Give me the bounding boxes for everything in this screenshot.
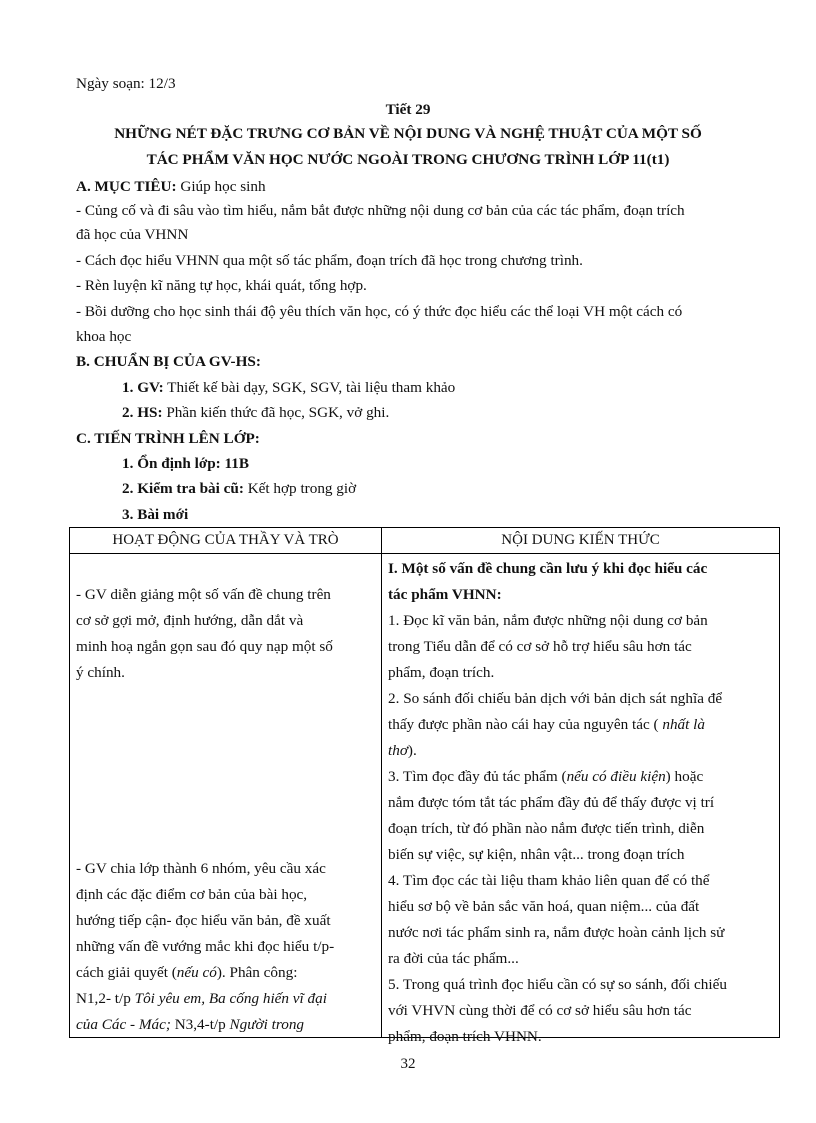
- section-a-heading: A. MỤC TIÊU:: [76, 178, 177, 195]
- cell-line: cơ sở gợi mở, định hướng, dẫn dắt và: [76, 612, 304, 629]
- step-1: 1. Ổn định lớp: 11B: [122, 455, 250, 472]
- content-line: nước nơi tác phẩm sinh ra, nắm được hoàn cảnh lịch sử: [388, 924, 725, 941]
- hs-text: Phần kiến thức đã học, SGK, vở ghi.: [166, 404, 390, 421]
- step-2-row: [122, 479, 356, 499]
- content-line: nắm được tóm tắt tác phẩm đầy đủ để thấy được vị trí: [388, 794, 715, 811]
- section-a-heading-row: [76, 177, 266, 197]
- content-line: [388, 714, 705, 736]
- content-line: biến sự việc, sự kiện, nhân vật... trong đoạn trích: [388, 846, 685, 863]
- cell-line: hướng tiếp cận- đọc hiểu văn bản, đề xuất: [76, 912, 331, 929]
- section-a-heading-rest: Giúp học sinh: [180, 178, 266, 195]
- objective-line: - Rèn luyện kĩ năng tự học, khái quát, tổng hợp.: [76, 277, 367, 294]
- italic-run: Người trong: [229, 1016, 305, 1033]
- header-activities: HOẠT ĐỘNG CỦA THẦY VÀ TRÒ: [112, 532, 339, 548]
- cell-line: minh hoạ ngắn gọn sau đó quy nạp một số: [76, 638, 333, 655]
- content-line: đoạn trích, từ đó phần nào nắm được tiến trình, diễn: [388, 820, 705, 837]
- cell-line: những vấn đề vướng mắc khi đọc hiểu t/p-: [76, 938, 335, 955]
- content-line: [388, 740, 417, 762]
- cell-line: định các đặc điểm cơ bản của bài học,: [76, 886, 308, 903]
- title-line-2: TÁC PHẨM VĂN HỌC NƯỚC NGOÀI TRONG CHƯƠNG TRÌNH LỚP 11(t1): [146, 151, 670, 168]
- content-line: với VHVN cùng thời để có cơ sở hiểu sâu hơn tác: [388, 1002, 692, 1019]
- text-run: ). Phân công:: [216, 964, 298, 981]
- content-line: [388, 766, 703, 788]
- column-divider: [381, 528, 382, 1037]
- content-heading: tác phẩm VHNN:: [388, 586, 502, 603]
- content-line: 4. Tìm đọc các tài liệu tham khảo liên quan để có thể: [388, 872, 710, 889]
- text-run: N1,2- t/p: [76, 990, 135, 1007]
- page-number: 32: [400, 1056, 416, 1072]
- text-run: 3. Tìm đọc đầy đủ tác phẩm (: [388, 768, 567, 785]
- italic-run: của Các - Mác;: [76, 1016, 171, 1033]
- italic-run: nếu có: [176, 964, 217, 981]
- text-run: ).: [407, 742, 417, 759]
- content-line: phẩm, đoạn trích.: [388, 664, 495, 681]
- gv-label: 1. GV:: [122, 379, 164, 396]
- text-run: N3,4-t/p: [170, 1016, 230, 1033]
- header-content: NỘI DUNG KIẾN THỨC: [501, 532, 660, 548]
- content-line: phẩm, đoạn trích VHNN.: [388, 1028, 542, 1045]
- date-line: Ngày soạn: 12/3: [76, 75, 176, 92]
- cell-line: [76, 988, 327, 1010]
- italic-run: Tôi yêu em, Ba cống hiến vĩ đại: [134, 990, 327, 1007]
- objective-line: khoa học: [76, 328, 132, 345]
- cell-line: [76, 962, 297, 984]
- cell-line: - GV diễn giảng một số vấn đề chung trên: [76, 586, 331, 603]
- step-3: 3. Bài mới: [122, 506, 189, 523]
- content-line: hiểu sơ bộ về bản sắc văn hoá, quan niệm... của đất: [388, 898, 700, 915]
- cell-line: - GV chia lớp thành 6 nhóm, yêu cầu xác: [76, 860, 326, 877]
- objective-line: - Cách đọc hiểu VHNN qua một số tác phẩm, đoạn trích đã học trong chương trình.: [76, 252, 583, 269]
- text-run: cách giải quyết (: [76, 964, 177, 981]
- italic-run: nếu có điều kiện: [566, 768, 666, 785]
- italic-run: thơ: [388, 742, 408, 759]
- gv-text: Thiết kế bài dạy, SGK, SGV, tài liệu tham khảo: [167, 379, 456, 396]
- content-line: 1. Đọc kĩ văn bản, nắm được những nội dung cơ bản: [388, 612, 708, 629]
- content-heading: I. Một số vấn đề chung cần lưu ý khi đọc hiểu các: [388, 560, 708, 577]
- content-line: 5. Trong quá trình đọc hiểu cần có sự so sánh, đối chiếu: [388, 976, 727, 993]
- italic-run: nhất là: [662, 716, 705, 733]
- content-line: ra đời của tác phẩm...: [388, 950, 519, 967]
- objective-line: đã học của VHNN: [76, 226, 189, 243]
- step-2-text: Kết hợp trong giờ: [247, 480, 357, 497]
- content-line: trong Tiểu dẫn để có cơ sở hỗ trợ hiểu sâu hơn tác: [388, 638, 692, 655]
- objective-line: - Bồi dưỡng cho học sinh thái độ yêu thích văn học, có ý thức đọc hiểu các thể loại VH một cách có: [76, 303, 683, 320]
- gv-prep-row: [122, 378, 455, 398]
- lesson-table: [69, 527, 780, 1045]
- text-run: ) hoặc: [665, 768, 704, 785]
- lesson-number: Tiết 29: [385, 101, 431, 118]
- objective-line: - Củng cố và đi sâu vào tìm hiểu, nắm bắt được những nội dung cơ bản của các tác phẩm, đoạn trích: [76, 202, 685, 219]
- section-b-heading: B. CHUẨN BỊ CỦA GV-HS:: [76, 353, 261, 370]
- title-line-1: NHỮNG NÉT ĐẶC TRƯNG CƠ BẢN VỀ NỘI DUNG VÀ NGHỆ THUẬT CỦA MỘT SỐ: [114, 125, 702, 142]
- hs-prep-row: [122, 403, 389, 423]
- cell-line: [76, 1014, 304, 1036]
- text-run: thấy được phần nào cái hay của nguyên tác (: [388, 716, 663, 733]
- table-header-row: [70, 528, 779, 554]
- step-2-label: 2. Kiểm tra bài cũ:: [122, 480, 244, 497]
- hs-label: 2. HS:: [122, 404, 163, 421]
- cell-line: ý chính.: [76, 664, 125, 681]
- section-c-heading: C. TIẾN TRÌNH LÊN LỚP:: [76, 430, 260, 447]
- content-line: 2. So sánh đối chiếu bản dịch với bản dịch sát nghĩa để: [388, 690, 723, 707]
